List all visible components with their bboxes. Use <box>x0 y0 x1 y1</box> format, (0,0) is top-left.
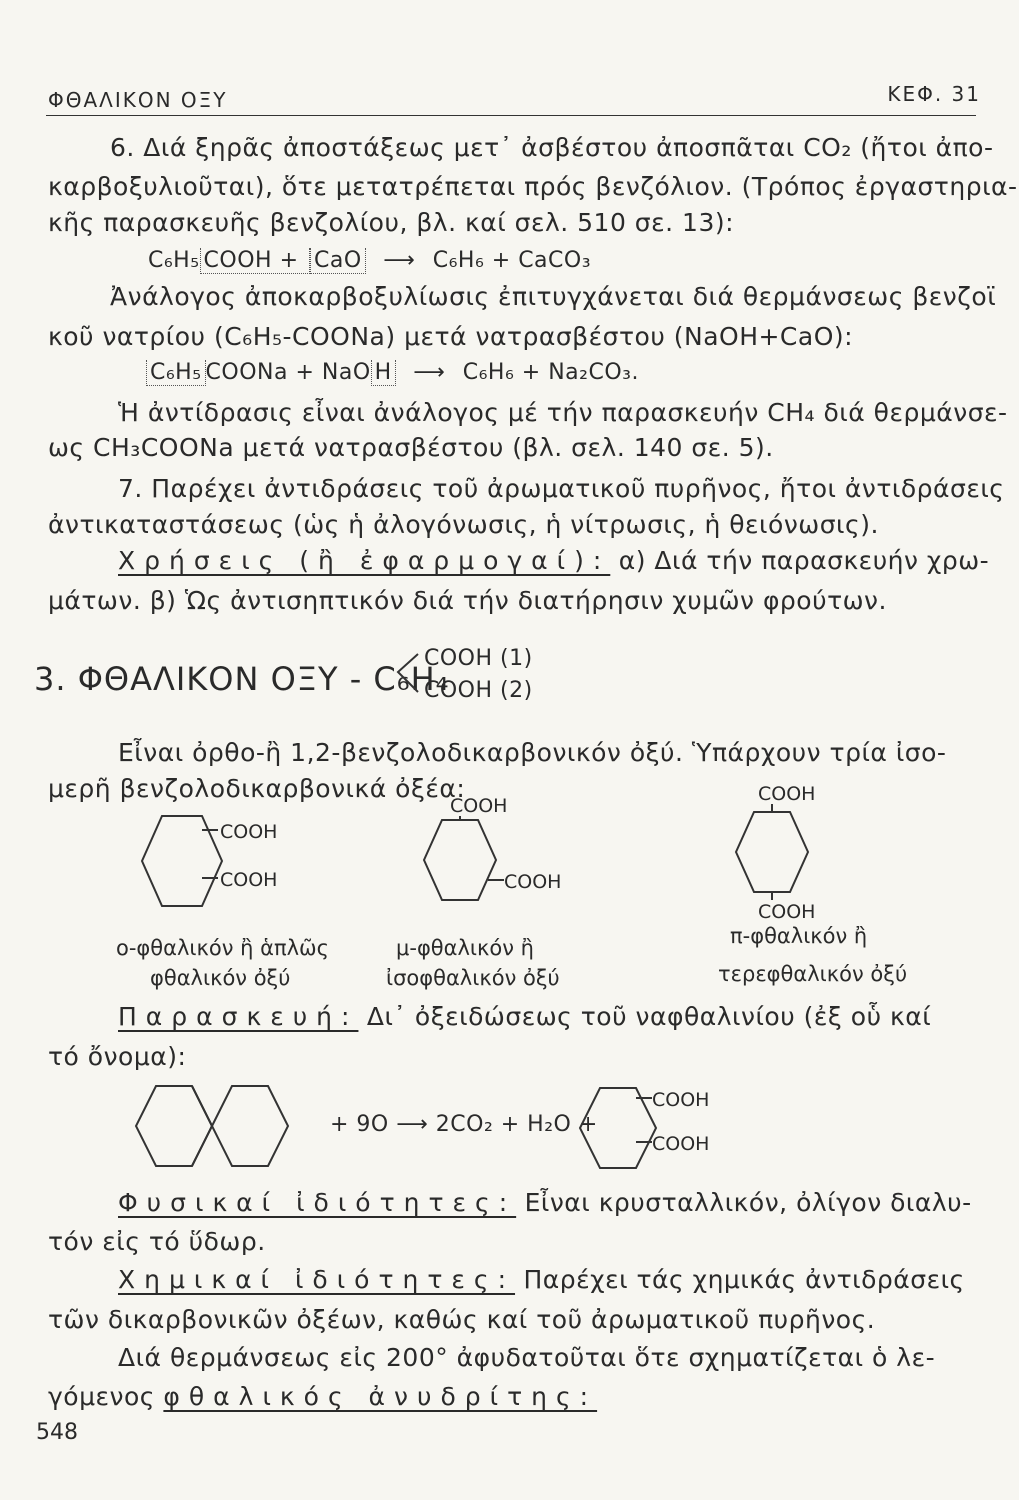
page-number: 548 <box>36 1420 78 1445</box>
phys-line-2: τόν εἰς τό ὕδωρ. <box>48 1227 266 1256</box>
bracket-less-than <box>392 648 422 698</box>
phthalic-anhydride-term: φθαλικός ἀνυδρίτης: <box>163 1382 598 1411</box>
naphthalene-structure <box>126 1080 316 1180</box>
prep-line-1 <box>118 1002 931 1031</box>
uses-line-1 <box>118 546 989 575</box>
p6-line-1: 6. Διά ξηρᾶς ἀποστάξεως μετ᾽ ἀσβέστου ἀποσπᾶται CO₂ (ἤτοι ἀπο- <box>110 133 994 162</box>
p7-line-1: 7. Παρέχει ἀντιδράσεις τοῦ ἀρωματικοῦ πυρῆνος, ἤτοι ἀντιδράσεις <box>118 474 1005 503</box>
p7-line-2: ἀντικαταστάσεως (ὡς ἡ ἀλογόνωσις, ἡ νίτρωσις, ἡ θειόνωσις). <box>48 510 879 539</box>
uses-text-1: α) Διά τήν παρασκευήν χρω- <box>610 546 990 575</box>
meta-cooh-2: COOH <box>504 871 562 893</box>
equation-sodium-benzoate <box>146 360 639 385</box>
para-caption-1: π-φθαλικόν ἢ <box>730 924 868 948</box>
para-cooh-2: COOH <box>758 901 816 923</box>
product-cooh-1: COOH <box>652 1089 710 1111</box>
phys-text-1: Εἶναι κρυσταλλικόν, ὀλίγον διαλυ- <box>516 1188 972 1217</box>
para-caption-2: τερεφθαλικόν ὀξύ <box>718 962 908 986</box>
para-phthalic-structure <box>710 784 870 934</box>
ortho-cooh-2: COOH <box>220 869 278 891</box>
section-3-sub-2: COOH (2) <box>424 678 533 703</box>
p6-line-3: κῆς παρασκευῆς βενζολίου, βλ. καί σελ. 510 σε. 13): <box>48 208 735 237</box>
ortho-phthalic-structure <box>120 806 300 936</box>
meta-caption-2: ἰσοφθαλικόν ὀξύ <box>386 966 560 990</box>
chem-text-1: Παρέχει τάς χημικάς ἀντιδράσεις <box>515 1265 965 1294</box>
heat-line-2 <box>48 1382 597 1411</box>
section-3-sub-1: COOH (1) <box>424 646 533 671</box>
phys-line-1 <box>118 1188 972 1217</box>
equation-decarboxylation <box>148 248 591 273</box>
para-cooh-1: COOH <box>758 783 816 805</box>
intro-line-1: Εἶναι ὀρθο-ἢ 1,2-βενζολοδικαρβονικόν ὀξύ. Ὑπάρχουν τρία ἰσο- <box>118 738 947 767</box>
eq2-arrow: ⟶ <box>413 360 446 385</box>
analog-line-1: Ἀνάλογος ἀποκαρβοξυλίωσις ἐπιτυγχάνεται διά θερμάνσεως βενζοϊ <box>110 282 997 311</box>
ortho-caption-2: φθαλικόν ὀξύ <box>150 966 291 990</box>
prep-heading: Παρασκευή: <box>118 1002 359 1031</box>
meta-cooh-1: COOH <box>450 795 508 817</box>
eq2-products: C₆H₆ + Na₂CO₃. <box>462 360 639 385</box>
header-rule <box>46 115 976 116</box>
eq3-reagents: + 9O ⟶ 2CO₂ + H₂O + <box>330 1112 598 1137</box>
analog-line-2: κοῦ νατρίου (C₆H₅-COONa) μετά νατρασβέστου (NaOH+CaO): <box>48 322 854 351</box>
eq2-middle: COONa + NaO <box>205 360 371 385</box>
uses-line-2: μάτων. β) Ὡς ἀντισηπτικόν διά τήν διατήρησιν χυμῶν φρούτων. <box>48 586 887 615</box>
p6-line-2: καρβοξυλιοῦται), ὅτε μετατρέπεται πρός βενζόλιον. (Τρόπος ἐργαστηρια- <box>48 172 1018 201</box>
ortho-cooh-1: COOH <box>220 821 278 843</box>
phthalic-acid-product-structure <box>570 1080 750 1180</box>
eq1-cao: CaO <box>310 248 366 274</box>
meta-caption-1: μ-φθαλικόν ἢ <box>396 936 534 960</box>
running-header-chapter: ΚΕΦ. 31 <box>887 82 981 106</box>
running-header-title: ΦΘΑΛΙΚΟΝ ΟΞΥ <box>48 88 228 112</box>
product-cooh-2: COOH <box>652 1133 710 1155</box>
chem-line-2: τῶν δικαρβονικῶν ὀξέων, καθώς καί τοῦ ἀρωματικοῦ πυρῆνος. <box>48 1305 876 1334</box>
section-3-title: 3. ΦΘΑΛΙΚΟΝ ΟΞΥ - C₆H₄ <box>34 660 450 698</box>
phys-heading: Φυσικαί ἰδιότητες: <box>118 1188 517 1217</box>
intro-line-2: μερῆ βενζολοδικαρβονικά ὀξέα: <box>48 774 466 803</box>
uses-heading: Χρήσεις (ἢ ἐφαρμογαί): <box>118 546 611 575</box>
eq2-reactant: C₆H₅ <box>146 360 206 386</box>
heat-text-2a: γόμενος <box>48 1382 164 1411</box>
meta-phthalic-structure <box>400 790 580 920</box>
eq1-products: C₆H₆ + CaCO₃ <box>432 248 592 273</box>
eq2-hydrogen: H <box>371 360 396 386</box>
heat-line-1: Διά θερμάνσεως εἰς 200° ἀφυδατοῦται ὅτε σχηματίζεται ὁ λε- <box>118 1343 936 1372</box>
eq1-reactant: C₆H₅ <box>148 248 200 273</box>
chem-heading: Χημικαί ἰδιότητες: <box>118 1265 516 1294</box>
prep-line-2: τό ὄνομα): <box>48 1042 187 1071</box>
chem-line-1 <box>118 1265 965 1294</box>
prep-text-1: Δι᾽ ὀξειδώσεως τοῦ ναφθαλινίου (ἐξ οὗ καί <box>358 1002 932 1031</box>
eq1-leaving-group: COOH + <box>200 248 310 274</box>
ortho-caption-1: ο-φθαλικόν ἢ ἁπλῶς <box>116 936 329 960</box>
eq1-arrow: ⟶ <box>383 248 416 273</box>
reaction-line-1: Ἡ ἀντίδρασις εἶναι ἀνάλογος μέ τήν παρασκευήν CH₄ διά θερμάνσε- <box>118 398 1008 427</box>
reaction-line-2: ως CH₃COONa μετά νατρασβέστου (βλ. σελ. 140 σε. 5). <box>48 433 774 462</box>
